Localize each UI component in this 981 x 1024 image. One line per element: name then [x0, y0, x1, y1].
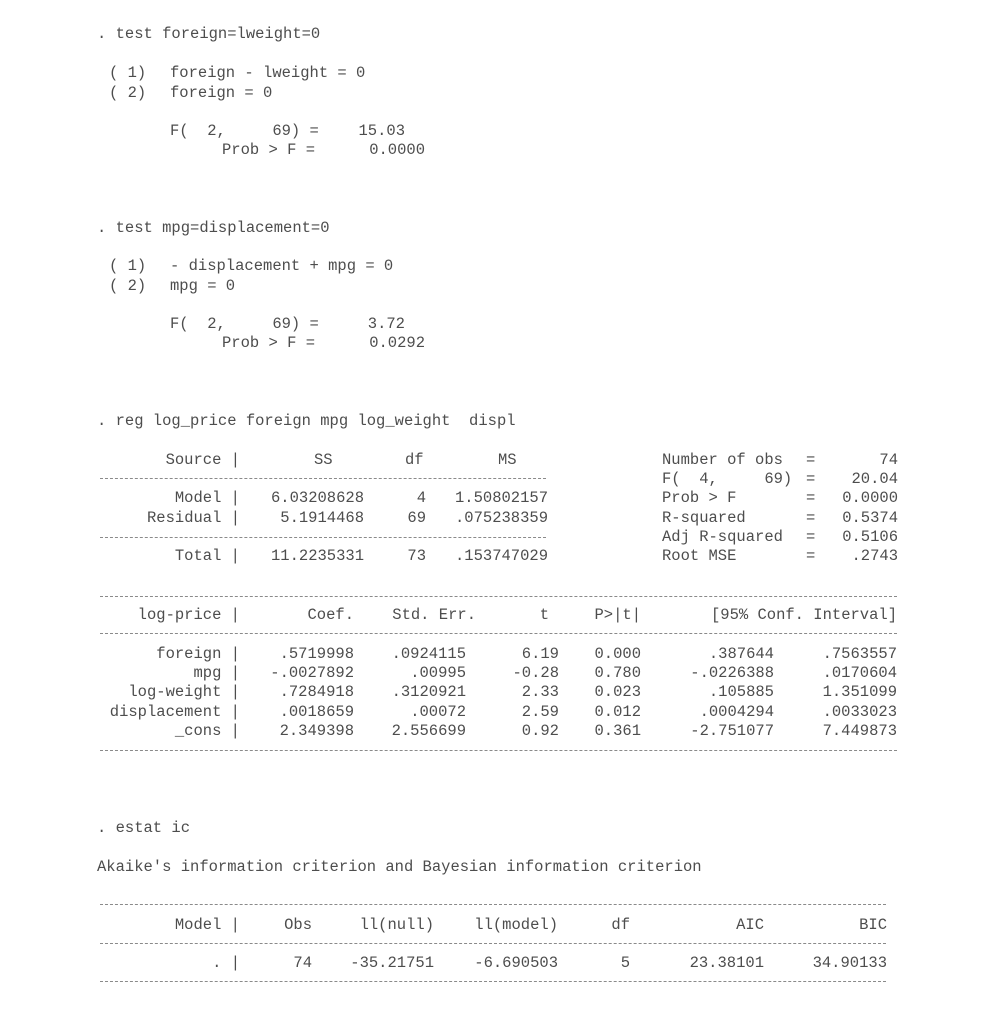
stat-rmse-eq: = — [806, 547, 816, 565]
coef-value: .5719998 — [279, 645, 354, 663]
anova-residual-label: Residual | — [146, 509, 240, 527]
coef-var: _cons | — [174, 722, 240, 740]
test2-constraint-1-num: ( 1) — [109, 257, 147, 275]
anova-total-label: Total | — [174, 547, 240, 565]
test1-constraint-2-expr: foreign = 0 — [170, 84, 273, 102]
coef-value: 2.349398 — [279, 722, 354, 740]
test1-constraint-2-num: ( 2) — [109, 84, 147, 102]
estat-header-aic: AIC — [736, 916, 764, 934]
estat-ll-null: -35.21751 — [350, 954, 434, 972]
anova-residual-ms: .075238359 — [454, 509, 548, 527]
coef-ci-low: -.0226388 — [690, 664, 774, 682]
coef-header-se: Std. Err. — [392, 606, 476, 624]
test1-f-label: F( 2, 69) = — [170, 122, 319, 140]
anova-header-source: Source | — [165, 451, 240, 469]
test2-constraint-1-expr: - displacement + mpg = 0 — [170, 257, 394, 275]
test1-constraint-1-num: ( 1) — [109, 64, 147, 82]
anova-model-df: 4 — [416, 489, 426, 507]
estat-header-df: df — [611, 916, 630, 934]
coef-value: .7284918 — [279, 683, 354, 701]
anova-header-ms: MS — [498, 451, 517, 469]
anova-model-ss: 6.03208628 — [270, 489, 364, 507]
anova-separator-mid — [100, 537, 546, 538]
reg-command: . reg log_price foreign mpg log_weight displ — [97, 412, 516, 430]
test1-command: . test foreign=lweight=0 — [97, 25, 321, 43]
anova-header-df: df — [405, 451, 424, 469]
test2-f-label: F( 2, 69) = — [170, 315, 319, 333]
coef-header-ci: [95% Conf. Interval] — [710, 606, 897, 624]
coef-p: 0.000 — [594, 645, 641, 663]
coef-t: -0.28 — [512, 664, 559, 682]
coef-var: log-weight | — [128, 683, 240, 701]
coef-se: .00072 — [410, 703, 466, 721]
coef-p: 0.780 — [594, 664, 641, 682]
test2-command: . test mpg=displacement=0 — [97, 219, 330, 237]
stat-f-value: 20.04 — [851, 470, 898, 488]
coef-t: 2.33 — [521, 683, 559, 701]
coef-se: .00995 — [410, 664, 466, 682]
coef-t: 0.92 — [521, 722, 559, 740]
test2-f-value: 3.72 — [367, 315, 405, 333]
stat-adjr2-label: Adj R-squared — [662, 528, 783, 546]
stat-adjr2-value: 0.5106 — [842, 528, 898, 546]
coef-header-p: P>|t| — [594, 606, 641, 624]
coef-ci-high: .7563557 — [822, 645, 897, 663]
coef-header-var: log-price | — [137, 606, 240, 624]
coef-var: mpg | — [193, 664, 240, 682]
stat-nobs-label: Number of obs — [662, 451, 783, 469]
stat-nobs-value: 74 — [879, 451, 898, 469]
stat-probf-eq: = — [806, 489, 816, 507]
coef-value: -.0027892 — [270, 664, 354, 682]
anova-total-df: 73 — [407, 547, 426, 565]
stat-r2-label: R-squared — [662, 509, 746, 527]
stat-adjr2-eq: = — [806, 528, 816, 546]
coef-ci-high: 7.449873 — [822, 722, 897, 740]
coef-ci-low: .387644 — [708, 645, 774, 663]
coef-se: 2.556699 — [391, 722, 466, 740]
stat-r2-eq: = — [806, 509, 816, 527]
coef-se: .0924115 — [391, 645, 466, 663]
estat-header-bic: BIC — [859, 916, 887, 934]
estat-df: 5 — [620, 954, 630, 972]
estat-title: Akaike's information criterion and Bayesian information criterion — [97, 858, 702, 876]
coef-ci-high: .0170604 — [822, 664, 897, 682]
coef-header-t: t — [539, 606, 549, 624]
estat-separator-bottom — [100, 981, 886, 982]
estat-bic: 34.90133 — [812, 954, 887, 972]
anova-model-label: Model | — [174, 489, 240, 507]
estat-header-ll-null: ll(null) — [359, 916, 434, 934]
coef-value: .0018659 — [279, 703, 354, 721]
coef-p: 0.361 — [594, 722, 641, 740]
estat-header-ll-model: ll(model) — [474, 916, 558, 934]
estat-aic: 23.38101 — [689, 954, 764, 972]
coef-p: 0.012 — [594, 703, 641, 721]
coef-ci-high: 1.351099 — [822, 683, 897, 701]
estat-separator-top — [100, 904, 886, 905]
coef-p: 0.023 — [594, 683, 641, 701]
test1-f-value: 15.03 — [358, 122, 405, 140]
stat-nobs-eq: = — [806, 451, 816, 469]
coef-t: 6.19 — [521, 645, 559, 663]
stat-probf-label: Prob > F — [662, 489, 737, 507]
estat-obs: 74 — [293, 954, 312, 972]
coef-separator-header — [100, 633, 897, 634]
test1-constraint-1-expr: foreign - lweight = 0 — [170, 64, 366, 82]
stat-f-eq: = — [806, 470, 816, 488]
anova-residual-df: 69 — [407, 509, 426, 527]
anova-separator-top — [100, 478, 546, 479]
coef-var: foreign | — [156, 645, 240, 663]
test1-prob-label: Prob > F = — [222, 141, 316, 159]
coef-var: displacement | — [109, 703, 240, 721]
estat-ll-model: -6.690503 — [474, 954, 558, 972]
coef-ci-low: .105885 — [708, 683, 774, 701]
estat-separator-header — [100, 943, 886, 944]
anova-model-ms: 1.50802157 — [454, 489, 548, 507]
anova-total-ms: .153747029 — [454, 547, 548, 565]
stat-rmse-label: Root MSE — [662, 547, 737, 565]
anova-header-ss: SS — [314, 451, 333, 469]
coef-ci-low: -2.751077 — [690, 722, 774, 740]
estat-header-model: Model | — [174, 916, 240, 934]
test2-prob-value: 0.0292 — [369, 334, 425, 352]
test2-constraint-2-expr: mpg = 0 — [170, 277, 236, 295]
test2-prob-label: Prob > F = — [222, 334, 316, 352]
anova-residual-ss: 5.1914468 — [280, 509, 364, 527]
coef-ci-high: .0033023 — [822, 703, 897, 721]
stat-rmse-value: .2743 — [851, 547, 898, 565]
test2-constraint-2-num: ( 2) — [109, 277, 147, 295]
estat-header-obs: Obs — [284, 916, 312, 934]
test1-prob-value: 0.0000 — [369, 141, 425, 159]
stat-f-label: F( 4, 69) — [662, 470, 793, 488]
coef-t: 2.59 — [521, 703, 559, 721]
stat-probf-value: 0.0000 — [842, 489, 898, 507]
estat-command: . estat ic — [97, 819, 191, 837]
coef-ci-low: .0004294 — [699, 703, 774, 721]
coef-header-coef: Coef. — [307, 606, 354, 624]
stat-r2-value: 0.5374 — [842, 509, 898, 527]
coef-separator-top — [100, 596, 897, 597]
coef-se: .3120921 — [391, 683, 466, 701]
coef-separator-bottom — [100, 750, 897, 751]
anova-total-ss: 11.2235331 — [270, 547, 364, 565]
estat-model: . | — [212, 954, 240, 972]
